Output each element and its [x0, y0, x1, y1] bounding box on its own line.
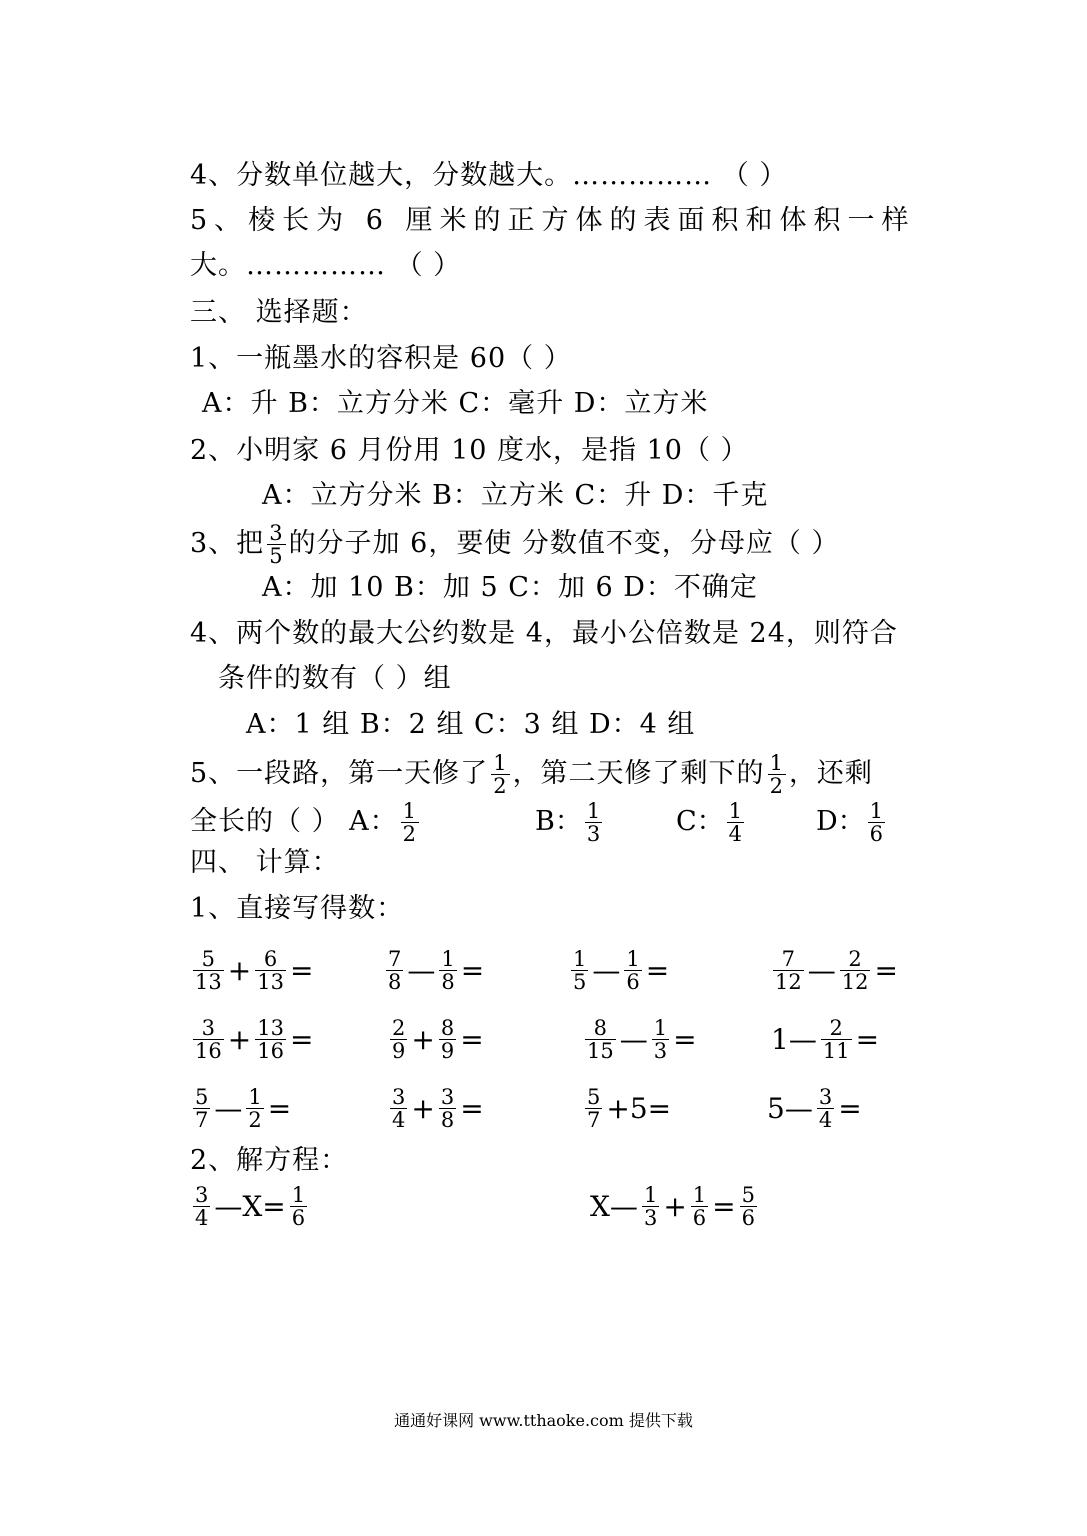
choice-q4-options: A：1 组 B：2 组 C：3 组 D：4 组: [246, 709, 696, 740]
judge-q5-line2: 大。…………… （ ）: [190, 250, 462, 281]
option-a-fraction: [401, 800, 419, 845]
choice-q1: 1、一瓶墨水的容积是 60（ ）: [190, 343, 572, 374]
choice-q5-line2: [190, 800, 422, 845]
judge-q4: 4、分数单位越大，分数越大。…………… （ ）: [190, 160, 788, 191]
calc-expression: $\frac{3}{16}$ + $\frac{13}{16}$ =: [195, 1016, 314, 1063]
equation: X— $\frac{1}{3}$ + $\frac{1}{6}$ = $\frac{5}{6}$: [590, 1183, 755, 1230]
choice-q3-options: A：加 10 B：加 5 C：加 6 D：不确定: [262, 572, 758, 603]
choice-q5-line2-pre: 全长的（ ） A：: [190, 806, 398, 837]
calc-expression: $\frac{5}{7}$ +5=: [587, 1085, 672, 1132]
fraction: [491, 752, 509, 797]
calc-expression: $\frac{5}{13}$ + $\frac{6}{13}$ =: [195, 947, 314, 994]
fraction-denominator: 2: [493, 774, 508, 798]
fraction-numerator: 1: [586, 799, 601, 823]
choice-q4-line1: 4、两个数的最大公约数是 4，最小公倍数是 24，则符合: [190, 618, 898, 649]
choice-q5-mid: ，第二天修了剩下的: [512, 758, 765, 789]
section-choice-title: 三、 选择题：: [190, 297, 368, 328]
choice-q5-post: ，还剩: [788, 758, 873, 789]
choice-q2-options: A：立方分米 B：立方米 C：升 D：千克: [262, 480, 769, 511]
choice-q5-option-c: [676, 800, 747, 845]
option-d-fraction: [868, 800, 885, 845]
calc-expression: 1— $\frac{2}{11}$ =: [771, 1016, 880, 1063]
footer-credit: 通通好课网 www.tthaoke.com 提供下载: [394, 1411, 693, 1430]
option-b-fraction: [585, 800, 602, 845]
choice-q3: [190, 522, 840, 567]
choice-q3-pre: 3、把: [190, 528, 265, 559]
choice-q3-post: 的分子加 6，要使 分数值不变，分母应（ ）: [288, 528, 840, 559]
judge-q5-line1: 5、棱长为 6 厘米的正方体的表面积和体积一样: [190, 205, 916, 236]
fraction-numerator: 1: [769, 751, 784, 775]
choice-q5-option-b: [535, 800, 605, 845]
fraction-numerator: 1: [493, 751, 508, 775]
calc-expression: $\frac{2}{9}$ + $\frac{8}{9}$ =: [392, 1016, 484, 1063]
fraction: [768, 752, 786, 797]
choice-q5-pre: 5、一段路，第一天修了: [190, 758, 489, 789]
choice-q5-line1: [190, 752, 873, 797]
calc-expression: 5— $\frac{3}{4}$ =: [767, 1085, 862, 1132]
fraction-denominator: 2: [769, 774, 784, 798]
fraction-denominator: 2: [402, 822, 418, 846]
fraction-denominator: 5: [269, 544, 284, 568]
calc-sub1-title: 1、直接写得数：: [190, 893, 405, 924]
fraction-numerator: 3: [269, 521, 284, 545]
calc-expression: $\frac{7}{12}$ — $\frac{2}{12}$ =: [775, 947, 898, 994]
calc-expression: $\frac{1}{5}$ — $\frac{1}{6}$ =: [573, 947, 670, 994]
option-d-label: D：: [816, 806, 865, 837]
calc-sub2-title: 2、解方程：: [190, 1145, 349, 1176]
calc-expression: $\frac{8}{15}$ — $\frac{1}{3}$ =: [587, 1016, 697, 1063]
fraction-numerator: 1: [402, 799, 418, 823]
option-c-fraction: [727, 800, 744, 845]
option-b-label: B：: [535, 806, 582, 837]
calc-expression: $\frac{5}{7}$ — $\frac{1}{2}$ =: [195, 1085, 292, 1132]
equation: $\frac{3}{4}$ —X= $\frac{1}{6}$: [195, 1183, 306, 1230]
calc-expression: $\frac{7}{8}$ — $\frac{1}{8}$ =: [388, 947, 485, 994]
section-calc-title: 四、 计算：: [190, 847, 340, 878]
calc-expression: $\frac{3}{4}$ + $\frac{3}{8}$ =: [392, 1085, 484, 1132]
fraction: [267, 522, 285, 567]
fraction-denominator: 3: [586, 822, 601, 846]
choice-q5-option-d: [816, 800, 888, 845]
fraction-numerator: 1: [728, 799, 743, 823]
choice-q4-line2: 条件的数有（ ）组: [218, 663, 452, 694]
choice-q2: 2、小明家 6 月份用 10 度水，是指 10（ ）: [190, 435, 749, 466]
fraction-denominator: 6: [869, 822, 884, 846]
fraction-denominator: 4: [728, 822, 743, 846]
choice-q1-options: A：升 B：立方分米 C：毫升 D：立方米: [202, 388, 709, 419]
option-c-label: C：: [676, 806, 724, 837]
fraction-numerator: 1: [869, 799, 884, 823]
